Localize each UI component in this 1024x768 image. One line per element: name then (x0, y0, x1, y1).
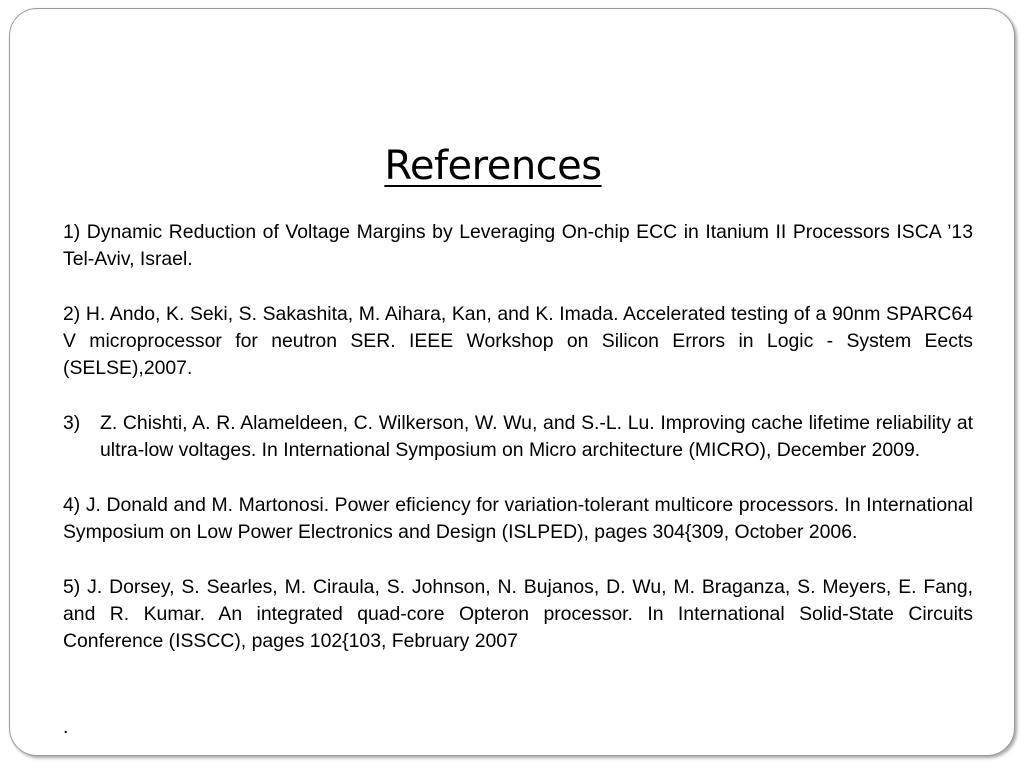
slide-frame (9, 8, 1015, 756)
reference-item-5: 5) J. Dorsey, S. Searles, M. Ciraula, S. Johnson, N. Bujanos, D. Wu, M. Braganza, S. Meyers, E. Fang, and R. Kumar. An integrated quad-core Opteron processor. In International Solid-State Circuits Conference (ISSCC), pages 102{103, February 2007 (63, 575, 973, 653)
reference-list (63, 219, 973, 683)
reference-item-4: 4) J. Donald and M. Martonosi. Power eficiency for variation-tolerant multicore processors. In International Symposium on Low Power Electronics and Design (ISLPED), pages 304{309, October 2006. (63, 493, 973, 544)
reference-item-2: 2) H. Ando, K. Seki, S. Sakashita, M. Aihara, Kan, and K. Imada. Accelerated testing of a 90nm SPARC64 V microprocessor for neutron SER. IEEE Workshop on Silicon Errors in Logic - System Eects (SELSE),2007. (63, 302, 973, 380)
reference-item-1: 1) Dynamic Reduction of Voltage Margins by Leveraging On-chip ECC in Itanium II Processors ISCA ’13 Tel-Aviv, Israel. (63, 221, 973, 271)
reference-item-3 (63, 410, 973, 465)
slide-title: References (384, 143, 602, 189)
reference-number: 3) (63, 412, 81, 435)
reference-text: Z. Chishti, A. R. Alameldeen, C. Wilkerson, W. Wu, and S.-L. Lu. Improving cache lifetime reliability at ultra-low voltages. In International Symposium on Micro architecture (MICRO), December 2009. (100, 412, 973, 462)
trailing-period: . (63, 716, 69, 738)
